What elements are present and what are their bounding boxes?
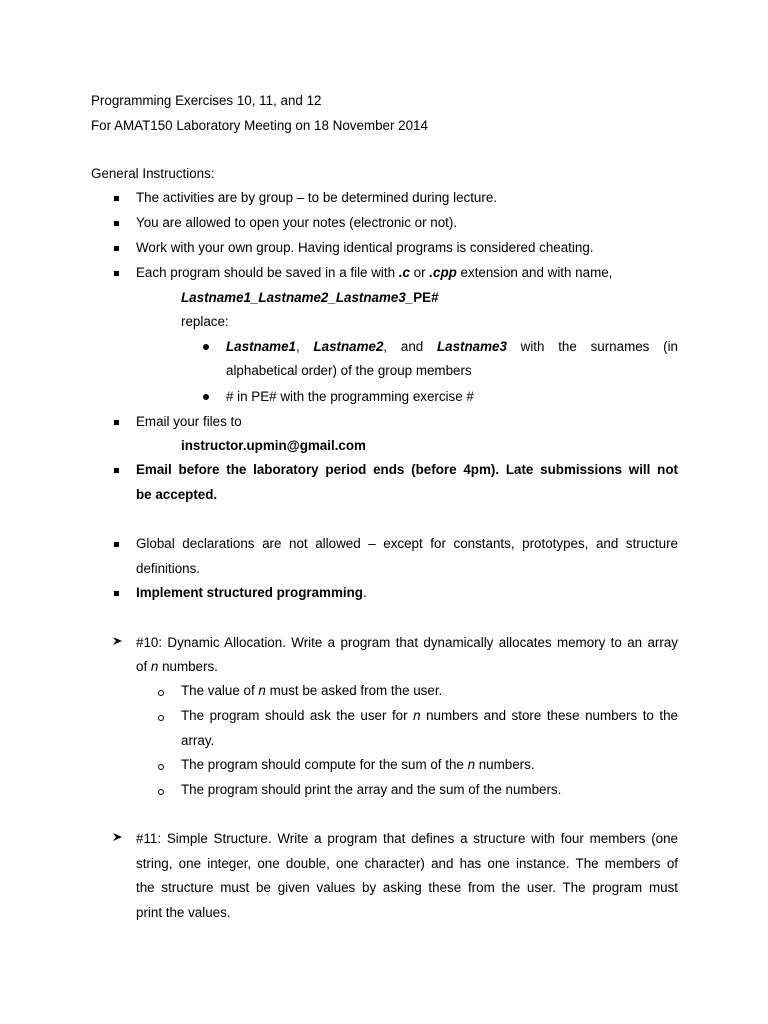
arrow-bullet-icon bbox=[112, 832, 123, 842]
replace-pe-number: # in PE# with the programming exercise # bbox=[226, 389, 474, 404]
exercise-10-step: The value of n must be asked from the user. bbox=[181, 683, 443, 698]
globals-rule-cont: definitions. bbox=[136, 561, 201, 576]
square-bullet-icon bbox=[114, 420, 119, 425]
replace-lastnames-cont: alphabetical order) of the group members bbox=[226, 363, 472, 378]
deadline-warning: Email before the laboratory period ends (before 4pm). Late submissions will not bbox=[136, 462, 678, 477]
circle-bullet-icon bbox=[158, 789, 164, 795]
exercise-10-step: The program should compute for the sum of the n numbers. bbox=[181, 757, 535, 772]
replace-label: replace: bbox=[181, 314, 229, 329]
circle-bullet-icon bbox=[158, 715, 164, 721]
structured-programming-rule: Implement structured programming. bbox=[136, 585, 367, 600]
globals-rule: Global declarations are not allowed – except for constants, prototypes, and structure bbox=[136, 536, 678, 551]
circle-bullet-icon bbox=[158, 764, 164, 770]
square-bullet-icon bbox=[114, 221, 119, 226]
cpp-extension: .cpp bbox=[429, 265, 457, 280]
exercise-10-step: The program should ask the user for n numbers and store these numbers to the bbox=[181, 708, 678, 723]
exercise-11-description-cont: the structure must be given values by asking these from the user. The program must bbox=[136, 880, 678, 895]
instruction-item: You are allowed to open your notes (electronic or not). bbox=[136, 215, 458, 230]
circle-bullet-icon bbox=[158, 690, 164, 696]
replace-lastnames: Lastname1, Lastname2, and Lastname3 with the surnames (in bbox=[226, 339, 678, 354]
general-instructions-heading: General Instructions: bbox=[91, 166, 215, 181]
square-bullet-icon bbox=[114, 542, 119, 547]
filename-pattern: Lastname1_Lastname2_Lastname3_PE# bbox=[181, 290, 439, 305]
exercise-10-step: The program should print the array and the sum of the numbers. bbox=[181, 782, 562, 797]
save-instruction: Each program should be saved in a file with .c or .cpp extension and with name, bbox=[136, 265, 613, 280]
exercise-10-step-cont: array. bbox=[181, 733, 215, 748]
instruction-item: The activities are by group – to be determined during lecture. bbox=[136, 190, 498, 205]
exercise-10-description: #10: Dynamic Allocation. Write a program that dynamically allocates memory to an array bbox=[136, 635, 678, 650]
exercise-11-description: #11: Simple Structure. Write a program that defines a structure with four members (one bbox=[136, 831, 678, 846]
document-title: Programming Exercises 10, 11, and 12 bbox=[91, 93, 322, 108]
arrow-bullet-icon bbox=[112, 636, 123, 646]
square-bullet-icon bbox=[114, 591, 119, 596]
email-label: Email your files to bbox=[136, 414, 242, 429]
document-subtitle: For AMAT150 Laboratory Meeting on 18 November 2014 bbox=[91, 118, 428, 133]
dot-bullet-icon bbox=[203, 344, 209, 350]
exercise-11-description-cont: string, one integer, one double, one character) and has one instance. The members of bbox=[136, 856, 678, 871]
exercise-10-description-cont: of n numbers. bbox=[136, 659, 218, 674]
square-bullet-icon bbox=[114, 468, 119, 473]
c-extension: .c bbox=[398, 265, 410, 280]
email-address: instructor.upmin@gmail.com bbox=[181, 438, 366, 453]
square-bullet-icon bbox=[114, 271, 119, 276]
dot-bullet-icon bbox=[203, 394, 209, 400]
instruction-item: Work with your own group. Having identical programs is considered cheating. bbox=[136, 240, 594, 255]
exercise-11-description-cont: print the values. bbox=[136, 905, 231, 920]
square-bullet-icon bbox=[114, 196, 119, 201]
square-bullet-icon bbox=[114, 246, 119, 251]
deadline-warning-cont: be accepted. bbox=[136, 487, 218, 502]
